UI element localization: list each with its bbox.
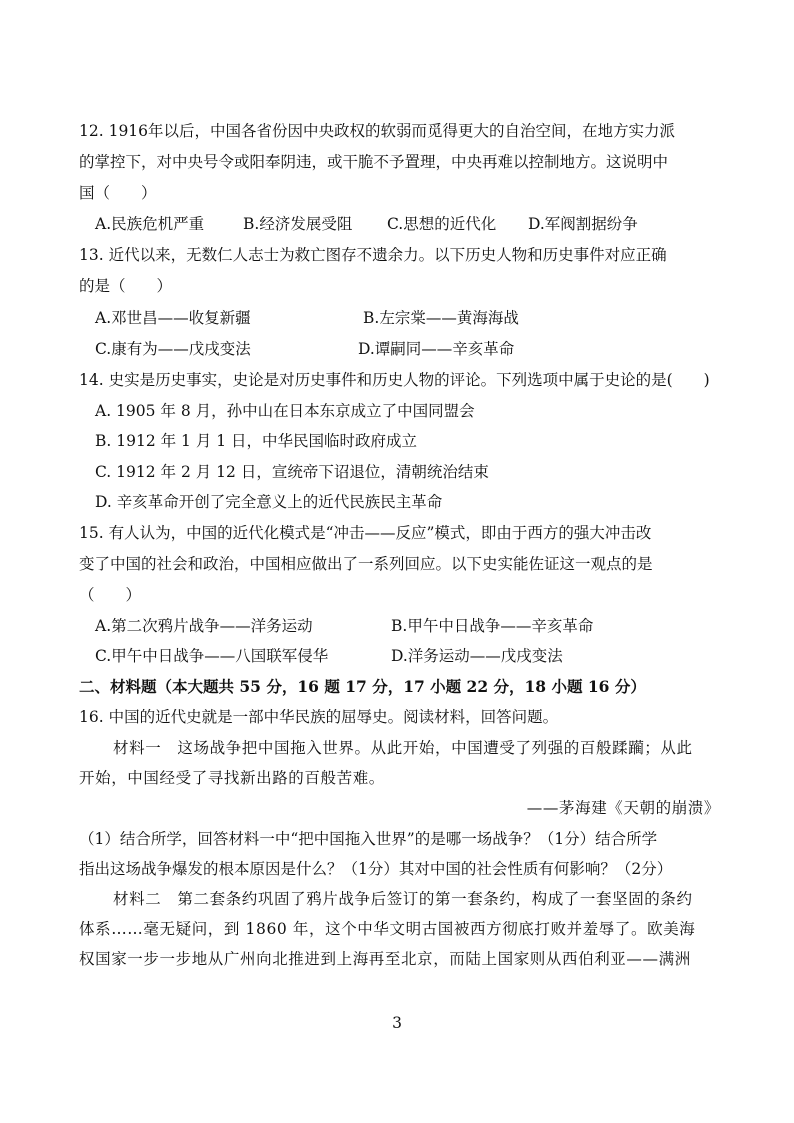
q16-material2-line-2: 体系……毫无疑问，到 1860 年，这个中华文明古国被西方彻底打败并羞辱了。欧美海 xyxy=(79,920,696,938)
q16-material2-line-3: 权国家一步一步地从广州向北推进到上海再至北京，而陆上国家则从西伯利亚——满洲 xyxy=(79,950,691,968)
q13-stem-line-2: 的是（ ） xyxy=(79,277,173,295)
q12-stem-line-1: 12. 1916年以后，中国各省份因中央政权的软弱而觅得更大的自治空间，在地方实力派 xyxy=(79,122,676,140)
q15-stem-line-3: （ ） xyxy=(79,586,142,604)
q15-option-d: D.洋务运动——戊戌变法 xyxy=(391,647,563,665)
q12-stem-line-3: 国（ ） xyxy=(79,184,157,202)
q16-material1-line-1: 材料一 这场战争把中国拖入世界。从此开始，中国遭受了列强的百般蹂躏；从此 xyxy=(113,739,693,757)
q12-option-d: D.军阀割据纷争 xyxy=(528,215,638,233)
q16-stem: 16. 中国的近代史就是一部中华民族的屈辱史。阅读材料，回答问题。 xyxy=(79,708,559,726)
q14-option-d: D. 辛亥革命开创了完全意义上的近代民族民主革命 xyxy=(95,493,443,511)
q16-material2-line-1: 材料二 第二套条约巩固了鸦片战争后签订的第一套条约，构成了一套坚固的条约 xyxy=(113,890,693,908)
q12-option-a: A.民族危机严重 xyxy=(95,215,205,233)
q14-option-b: B. 1912 年 1 月 1 日，中华民国临时政府成立 xyxy=(95,432,418,450)
q15-stem-line-1: 15. 有人认为，中国的近代化模式是“冲击——反应”模式，即由于西方的强大冲击改 xyxy=(79,524,652,542)
q15-option-b: B.甲午中日战争——辛亥革命 xyxy=(391,617,594,635)
q15-option-a: A.第二次鸦片战争——洋务运动 xyxy=(95,617,313,635)
section-heading: 二、材料题（本大题共 55 分，16 题 17 分，17 小题 22 分，18 小题 16 分） xyxy=(79,677,646,696)
q16-material1-line-2: 开始，中国经受了寻找新出路的百般苦难。 xyxy=(79,769,385,787)
q12-option-b: B.经济发展受阻 xyxy=(243,215,353,233)
q15-option-c: C.甲午中日战争——八国联军侵华 xyxy=(95,647,329,665)
q13-option-b: B.左宗棠——黄海海战 xyxy=(363,309,519,327)
q16-material1-source: ——茅海建《天朝的崩溃》 xyxy=(526,799,720,817)
q13-stem-line-1: 13. 近代以来，无数仁人志士为救亡图存不遗余力。以下历史人物和历史事件对应正确 xyxy=(79,246,667,264)
q12-stem-line-2: 的掌控下，对中央号令或阳奉阴违，或干脆不予置理，中央再难以控制地方。这说明中 xyxy=(79,153,669,171)
q15-stem-line-2: 变了中国的社会和政治，中国相应做出了一系列回应。以下史实能佐证这一观点的是 xyxy=(79,555,653,573)
q14-option-a: A. 1905 年 8 月，孙中山在日本东京成立了中国同盟会 xyxy=(95,402,475,420)
q13-option-c: C.康有为——戊戌变法 xyxy=(95,340,251,358)
q16-sub1-line-2: 指出这场战争爆发的根本原因是什么？（1分）其对中国的社会性质有何影响？（2分） xyxy=(79,860,673,878)
q14-option-c: C. 1912 年 2 月 12 日，宣统帝下诏退位，清朝统治结束 xyxy=(95,463,489,481)
q13-option-d: D.谭嗣同——辛亥革命 xyxy=(358,340,515,358)
q14-stem: 14. 史实是历史事实，史论是对历史事件和历史人物的评论。下列选项中属于史论的是( ) xyxy=(79,371,710,389)
q12-option-c: C.思想的近代化 xyxy=(387,215,497,233)
page-number: 3 xyxy=(392,1014,402,1032)
q13-option-a: A.邓世昌——收复新疆 xyxy=(95,309,251,327)
q16-sub1-line-1: （1）结合所学，回答材料一中“把中国拖入世界”的是哪一场战争？（1分）结合所学 xyxy=(79,830,658,848)
